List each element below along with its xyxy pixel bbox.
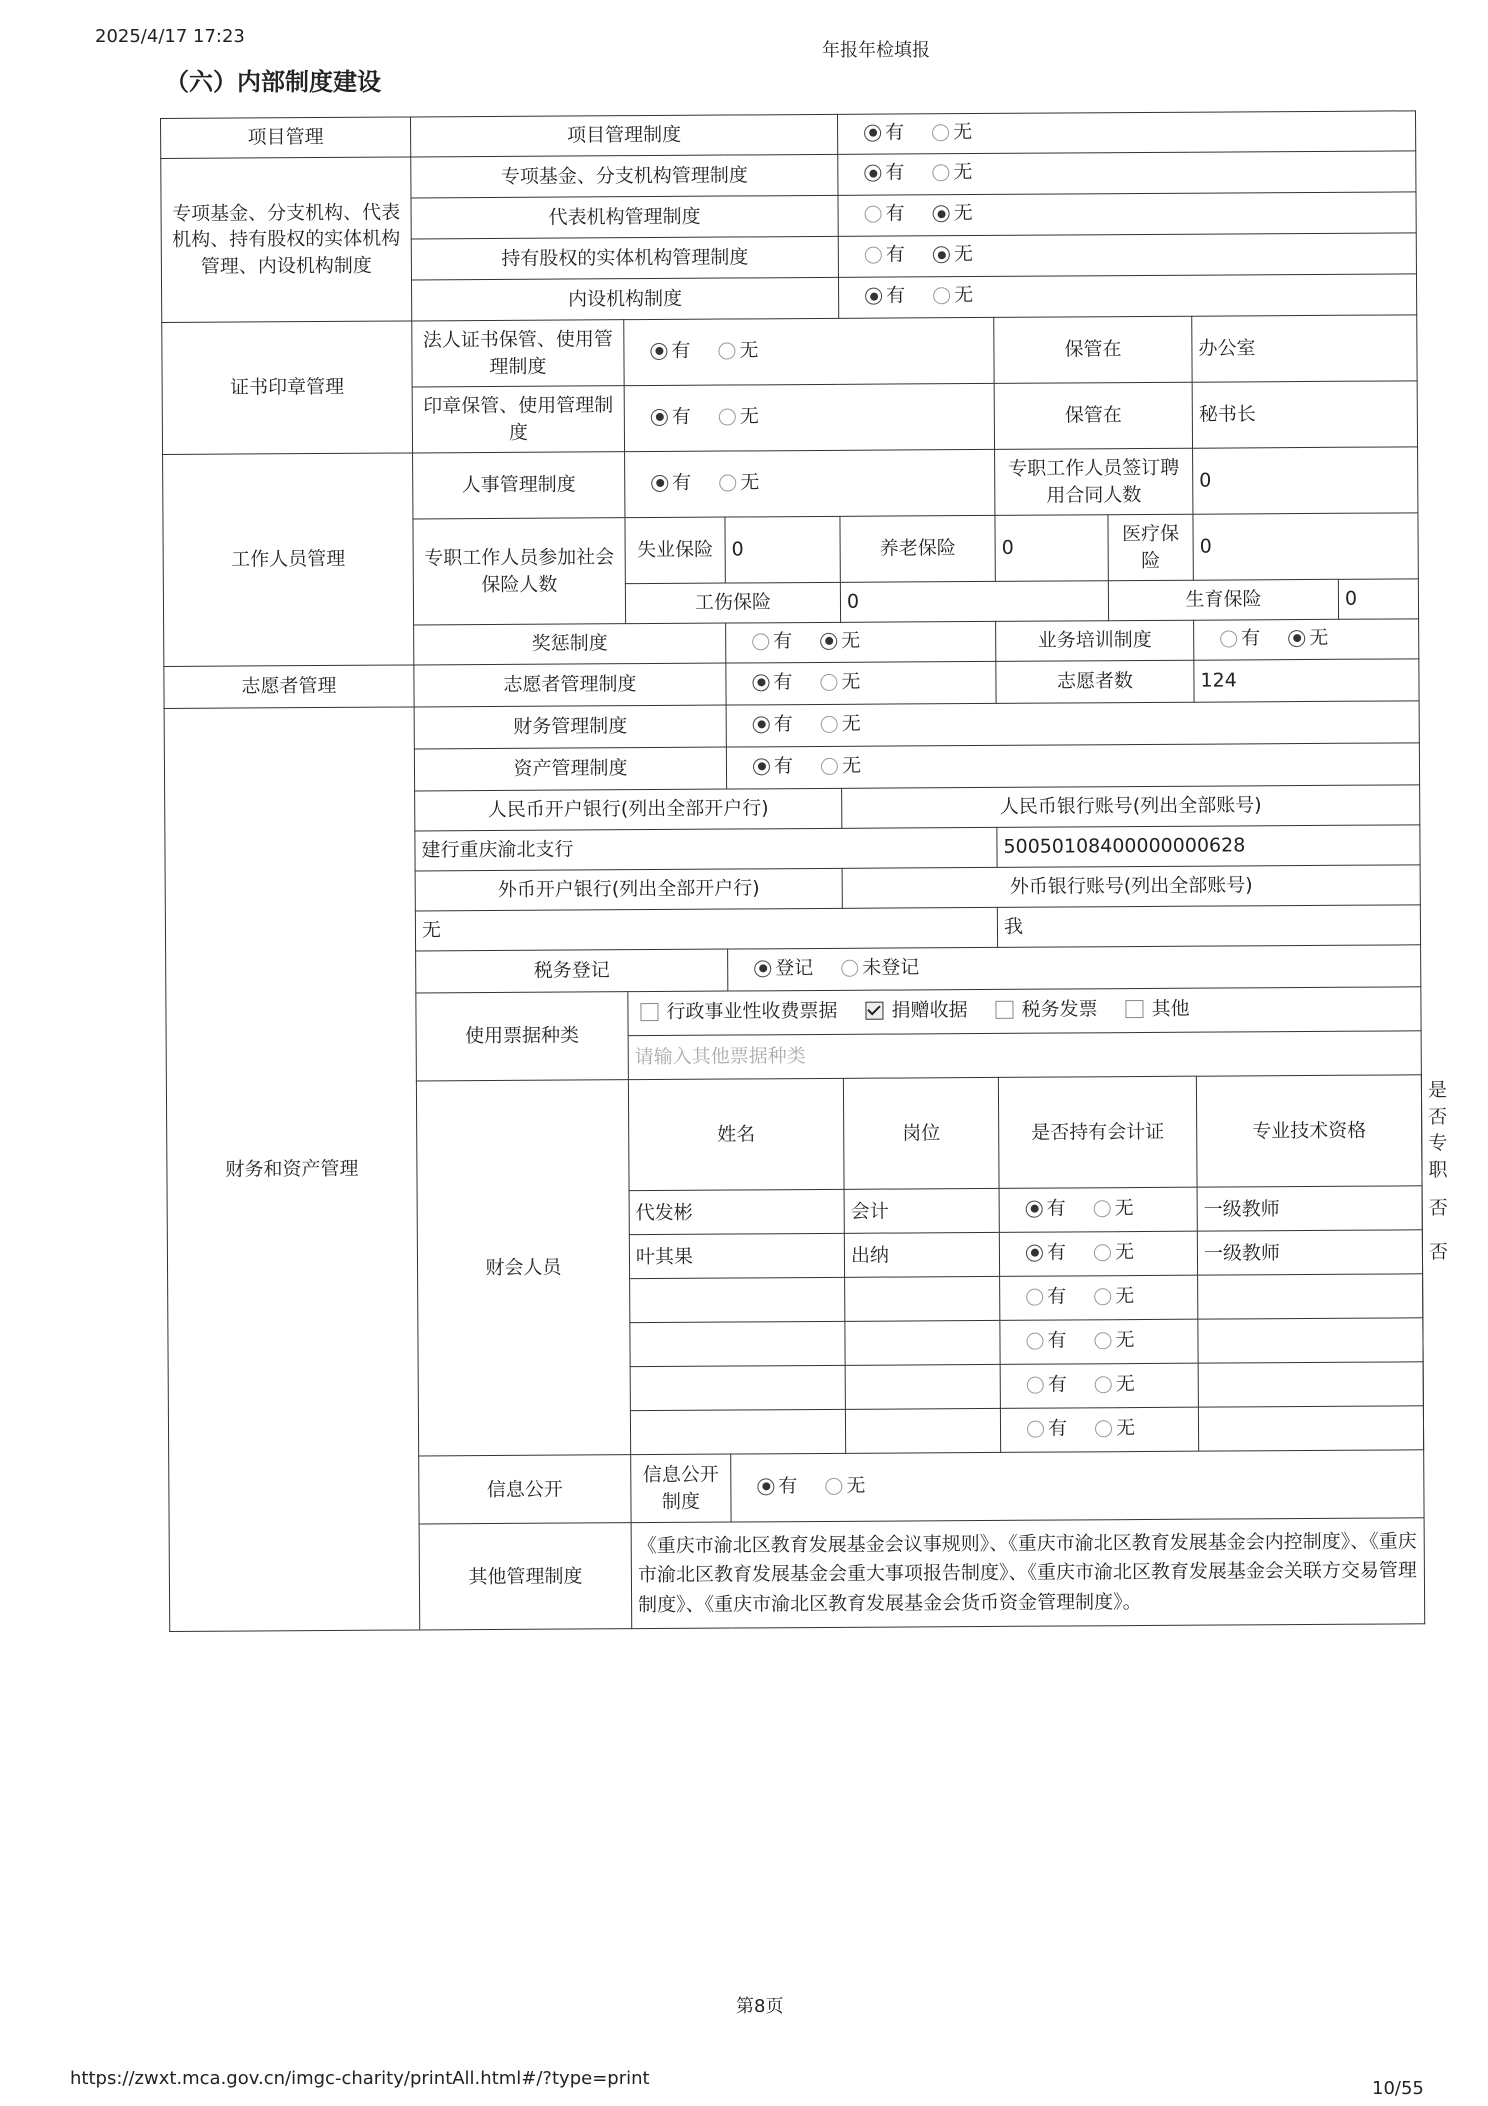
radio-yes[interactable]: 有: [1027, 1372, 1067, 1399]
col-position: 岗位: [843, 1077, 999, 1189]
radio-dot: [865, 247, 882, 264]
accountant-qualification[interactable]: [1198, 1406, 1423, 1451]
radio-dot: [719, 408, 736, 425]
radio-yes[interactable]: 有: [650, 338, 690, 365]
accountant-qualification[interactable]: [1198, 1274, 1423, 1319]
invoice-types: [628, 987, 1421, 1036]
radio-no[interactable]: 无: [1094, 1239, 1134, 1266]
volunteer-system-label: 志愿者管理制度: [414, 663, 726, 707]
radio-no[interactable]: 无: [820, 628, 860, 655]
volunteer-mgmt-category: 志愿者管理: [164, 665, 414, 709]
medical-value[interactable]: 0: [1193, 513, 1418, 580]
branch-item-label: 专项基金、分支机构管理制度: [411, 154, 838, 198]
branch-item-label: 代表机构管理制度: [411, 195, 838, 239]
radio-dot: [1026, 1245, 1043, 1262]
unemployment-value[interactable]: 0: [725, 516, 840, 583]
page-count: 10/55: [1372, 2078, 1424, 2099]
accountant-qualification[interactable]: [1198, 1362, 1423, 1407]
radio-dot: [651, 474, 668, 491]
accountant-qualification[interactable]: 一级教师: [1197, 1186, 1422, 1231]
radio-yes[interactable]: 有: [865, 201, 905, 228]
radio-dot: [752, 674, 769, 691]
maternity-label: 生育保险: [1108, 579, 1338, 620]
radio-yes[interactable]: 有: [752, 628, 792, 655]
radio-dot: [1220, 630, 1237, 647]
radio-dot: [1026, 1289, 1043, 1306]
radio-yes[interactable]: 有: [1026, 1240, 1066, 1267]
radio-yes[interactable]: 有: [651, 470, 691, 497]
radio-no[interactable]: 无: [933, 241, 973, 268]
staff-mgmt-category: 工作人员管理: [163, 453, 414, 667]
injury-label: 工伤保险: [625, 582, 840, 623]
checkbox-other[interactable]: 其他: [1126, 995, 1190, 1022]
radio-yes[interactable]: 有: [753, 711, 793, 738]
radio-dot: [821, 757, 838, 774]
radio-no[interactable]: 无: [825, 1473, 865, 1500]
project-mgmt-category: 项目管理: [161, 117, 411, 159]
invoice-other-input[interactable]: 请输入其他票据种类: [628, 1031, 1421, 1080]
radio-dot: [752, 633, 769, 650]
radio-no[interactable]: 无: [933, 282, 973, 309]
fx-account-label: 外币银行账号(列出全部账号): [842, 865, 1420, 909]
custody-value[interactable]: 办公室: [1192, 315, 1417, 382]
accountant-position[interactable]: [845, 1365, 1000, 1410]
checkbox-tax-invoice[interactable]: 税务发票: [996, 996, 1098, 1023]
radio-dot: [933, 205, 950, 222]
checkbox-admin-fee[interactable]: 行政事业性收费票据: [640, 997, 837, 1025]
fx-bank-value[interactable]: 无: [415, 907, 997, 951]
fx-bank-label: 外币开户银行(列出全部开户行): [415, 868, 842, 911]
radio-dot: [1095, 1376, 1112, 1393]
accountant-position[interactable]: 会计: [844, 1189, 999, 1234]
insurance-label: 专职工作人员参加社会保险人数: [413, 518, 626, 625]
hr-system-label: 人事管理制度: [413, 452, 625, 519]
section-title: （六）内部制度建设: [165, 68, 381, 96]
radio-dot: [865, 288, 882, 305]
radio-dot: [1095, 1332, 1112, 1349]
radio-no[interactable]: 无: [932, 159, 972, 186]
seal-mgmt-category: 证书印章管理: [162, 321, 413, 455]
checkbox-box: [1126, 1000, 1144, 1018]
radio-dot: [650, 342, 667, 359]
accountant-name[interactable]: [630, 1278, 845, 1323]
radio-no[interactable]: 无: [719, 403, 759, 430]
accountant-name[interactable]: 代发彬: [629, 1190, 844, 1235]
project-mgmt-radio: [838, 111, 1416, 155]
radio-dot: [753, 716, 770, 733]
contract-count-value[interactable]: 0: [1193, 447, 1418, 514]
checkbox-donation-receipt[interactable]: 捐赠收据: [865, 997, 967, 1024]
radio-dot: [1094, 1200, 1111, 1217]
radio-no[interactable]: 无: [1094, 1283, 1134, 1310]
pension-label: 养老保险: [840, 515, 995, 582]
radio-dot: [1027, 1377, 1044, 1394]
radio-dot: [933, 287, 950, 304]
radio-dot: [821, 715, 838, 732]
radio-dot: [753, 758, 770, 775]
radio-dot: [864, 124, 881, 141]
radio-no[interactable]: 无: [932, 119, 972, 146]
radio-dot: [651, 408, 668, 425]
accountants-label: 财会人员: [416, 1080, 630, 1457]
radio-no[interactable]: 无: [933, 200, 973, 227]
branch-mgmt-category: 专项基金、分支机构、代表机构、持有股权的实体机构管理、内设机构制度: [161, 157, 412, 323]
accountant-qualification[interactable]: 一级教师: [1197, 1230, 1422, 1275]
radio-yes[interactable]: 有: [1027, 1416, 1067, 1443]
col-qualification: 专业技术资格: [1196, 1075, 1422, 1188]
radio-no[interactable]: 无: [820, 669, 860, 696]
seal-item-label: 印章保管、使用管理制度: [412, 386, 624, 453]
radio-no[interactable]: 无: [1094, 1195, 1134, 1222]
radio-dot: [1026, 1201, 1043, 1218]
radio-unregistered[interactable]: 未登记: [841, 954, 919, 981]
accountant-name[interactable]: [630, 1322, 845, 1367]
radio-dot: [864, 165, 881, 182]
radio-dot: [1027, 1421, 1044, 1438]
radio-dot: [1095, 1420, 1112, 1437]
print-datetime: 2025/4/17 17:23: [95, 26, 245, 47]
contract-count-label: 专职工作人员签订聘用合同人数: [995, 448, 1193, 515]
radio-dot: [820, 673, 837, 690]
radio-dot: [932, 164, 949, 181]
accountant-qualification[interactable]: [1198, 1318, 1423, 1363]
checkbox-box: [640, 1003, 658, 1021]
col-name: 姓名: [628, 1078, 844, 1191]
radio-dot: [719, 474, 736, 491]
accountant-name[interactable]: 叶其果: [629, 1234, 844, 1279]
seal-item-label: 法人证书保管、使用管理制度: [412, 320, 624, 387]
radio-yes[interactable]: 有: [865, 283, 905, 310]
radio-dot: [865, 206, 882, 223]
radio-yes[interactable]: 有: [864, 119, 904, 146]
radio-dot: [932, 124, 949, 141]
col-cert: 是否持有会计证: [998, 1076, 1197, 1189]
rmb-account-value[interactable]: 50050108400000000628: [997, 825, 1420, 868]
custody-value[interactable]: 秘书长: [1192, 381, 1417, 448]
finance-system-label: 财务管理制度: [414, 705, 726, 749]
tax-label: 税务登记: [416, 949, 728, 993]
injury-value[interactable]: 0: [840, 581, 1108, 623]
radio-no[interactable]: 无: [719, 469, 759, 496]
radio-dot: [1094, 1288, 1111, 1305]
radio-no[interactable]: 无: [718, 337, 758, 364]
volunteer-count-label: 志愿者数: [996, 660, 1194, 703]
radio-registered[interactable]: 登记: [754, 955, 813, 982]
asset-system-label: 资产管理制度: [414, 747, 726, 791]
accountant-position[interactable]: [845, 1409, 1000, 1454]
radio-yes[interactable]: 有: [753, 753, 793, 780]
checkbox-box: [996, 1001, 1014, 1019]
radio-no[interactable]: 无: [1095, 1415, 1135, 1442]
finance-mgmt-category: 财务和资产管理: [164, 707, 420, 1632]
radio-no[interactable]: 无: [821, 753, 861, 780]
reward-label: 奖惩制度: [414, 623, 726, 665]
radio-yes[interactable]: 有: [864, 160, 904, 187]
accountant-name[interactable]: [630, 1366, 845, 1411]
accountant-position[interactable]: [845, 1277, 1000, 1322]
disclosure-label: 信息公开: [419, 1455, 631, 1524]
branch-item-label: 内设机构制度: [411, 277, 838, 321]
project-mgmt-item: 项目管理制度: [410, 114, 837, 157]
radio-yes[interactable]: 有: [752, 669, 792, 696]
print-url: https://zwxt.mca.gov.cn/imgc-charity/printAll.html#/?type=print: [70, 2068, 650, 2089]
other-systems-text[interactable]: 《重庆市渝北区教育发展基金会议事规则》、《重庆市渝北区教育发展基金会内控制度》、《重庆市渝北区教育发展基金会重大事项报告制度》、《重庆市渝北区教育发展基金会关联方交易管理制度》、《重庆市渝北区教育发展基金会货币资金管理制度》。: [631, 1518, 1425, 1629]
accountant-position[interactable]: 出纳: [844, 1233, 999, 1278]
pension-value[interactable]: 0: [995, 515, 1108, 582]
other-systems-label: 其他管理制度: [419, 1523, 632, 1630]
radio-dot: [718, 342, 735, 359]
invoice-label: 使用票据种类: [416, 992, 629, 1081]
volunteer-count-value[interactable]: 124: [1194, 659, 1419, 702]
accountant-position[interactable]: [845, 1321, 1000, 1366]
radio-dot: [757, 1478, 774, 1495]
rmb-bank-label: 人民币开户银行(列出全部开户行): [415, 788, 842, 831]
page-number: 第8页: [736, 1996, 784, 2017]
radio-yes[interactable]: 有: [757, 1473, 797, 1500]
radio-yes[interactable]: 有: [651, 404, 691, 431]
radio-dot: [933, 246, 950, 263]
medical-label: 医疗保险: [1108, 514, 1193, 581]
page-title: 年报年检填报: [822, 40, 930, 61]
radio-no[interactable]: 无: [1094, 1327, 1134, 1354]
disclosure-sub-label: 信息公开制度: [631, 1454, 731, 1523]
rmb-bank-value[interactable]: 建行重庆渝北支行: [415, 827, 997, 871]
radio-no[interactable]: 无: [1288, 625, 1328, 652]
radio-yes[interactable]: 有: [865, 242, 905, 269]
radio-yes[interactable]: 有: [1026, 1196, 1066, 1223]
fx-account-value[interactable]: 我: [997, 905, 1420, 948]
radio-dot: [1094, 1244, 1111, 1261]
custody-label: 保管在: [994, 316, 1192, 383]
branch-item-label: 持有股权的实体机构管理制度: [411, 236, 838, 280]
radio-yes[interactable]: 有: [1220, 625, 1260, 652]
radio-dot: [841, 959, 858, 976]
radio-yes[interactable]: 有: [1026, 1328, 1066, 1355]
internal-system-table: [160, 110, 1449, 1632]
radio-dot: [754, 960, 771, 977]
accountant-name[interactable]: [630, 1410, 845, 1455]
checkbox-box: [865, 1001, 883, 1019]
radio-dot: [1026, 1333, 1043, 1350]
maternity-value[interactable]: 0: [1338, 579, 1418, 619]
radio-no[interactable]: 无: [1095, 1371, 1135, 1398]
rmb-account-label: 人民币银行账号(列出全部账号): [842, 785, 1420, 829]
custody-label: 保管在: [994, 382, 1192, 449]
training-label: 业务培训制度: [996, 620, 1194, 661]
radio-dot: [825, 1478, 842, 1495]
col-fulltime: 是否专职: [1427, 1079, 1448, 1182]
unemployment-label: 失业保险: [625, 517, 725, 584]
radio-no[interactable]: 无: [821, 711, 861, 738]
radio-yes[interactable]: 有: [1026, 1284, 1066, 1311]
radio-dot: [820, 632, 837, 649]
radio-dot: [1288, 630, 1305, 647]
